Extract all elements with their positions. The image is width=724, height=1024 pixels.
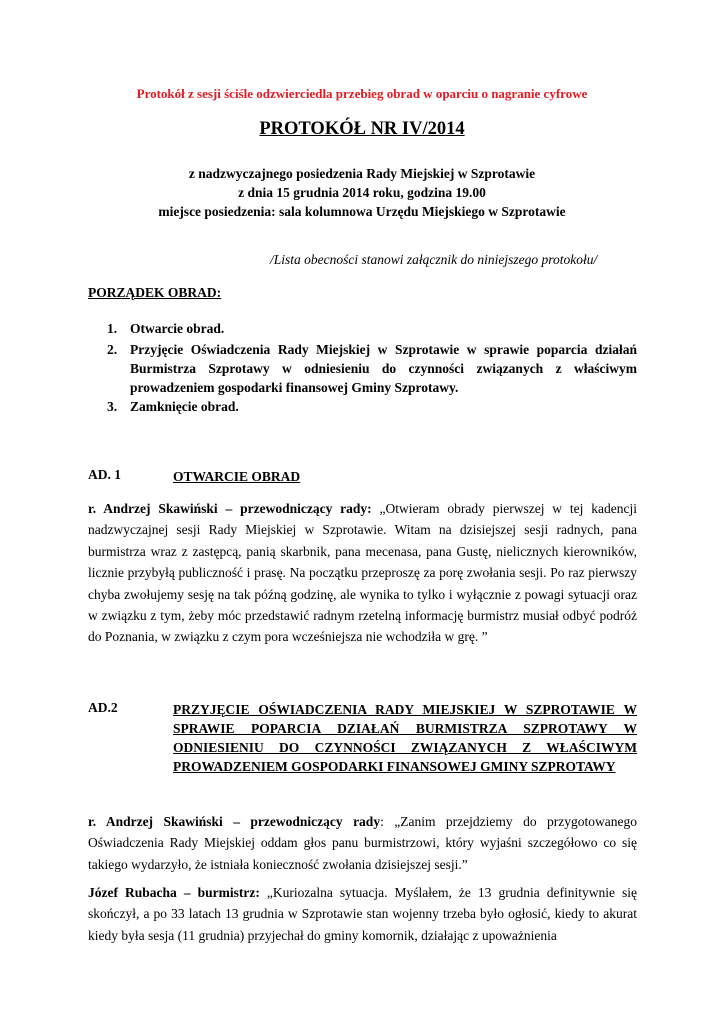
agenda-item-number: 2. [107, 342, 118, 357]
agenda-item-number: 3. [107, 399, 118, 414]
speech-text: „Otwieram obrady pierwszej w tej kadencji nadzwyczajnej sesji Rady Miejskiej w Szprotawie. Witam na dzisiejszej sesji radnych, pana burmistrza wraz z zastępcą, panią skarbnik, pana mecenasa, pana Gustę, nielicznych kierowników, licznie przybyłą publiczność i prasę. Na początku przeproszę za porę zwołania sesji. Po raz pierwszy chyba zwołujemy sesję na tak późną godzinę, ale wynika to tylko i wyłącznie z powagi sytuacji oraz w związku z tym, żeby móc przedstawić radnym rzetelną informację burmistrz musiał odbyć podróż do Poznania, w związku z czym pora wcześniejsza nie wchodziła w grę. ” [88, 501, 637, 645]
agenda-item-number: 1. [107, 321, 118, 336]
section-number: AD. 1 [88, 467, 121, 482]
speech-text: „Kuriozalna sytuacja. Myślałem, że 13 grudnia definitywnie się skończył, a po 33 latach 13 grudnia w Szprotawie stan wojenny trzeba było ogłosić, kiedy to akurat kiedy była sesja (11 grudnia) przyjechał do gminy komornik, działając z upoważnienia [88, 885, 638, 943]
section-title: OTWARCIE OBRAD [173, 469, 301, 484]
section-title: PRZYJĘCIE OŚWIADCZENIA RADY MIEJSKIEJ W SZPROTAWIE W SPRAWIE POPARCIA DZIAŁAŃ BURMISTRZA SZPROTAWY W ODNIESIENIU DO CZYNNOŚCI ZWIĄZANYCH Z WŁAŚCIWYM PROWADZENIEM GOSPODARKI FINANSOWEJ GMINY SZPROTAWY [173, 702, 637, 774]
agenda-item-text: Otwarcie obrad. [130, 321, 225, 336]
agenda-item [107, 340, 637, 397]
agenda-item-text: Przyjęcie Oświadczenia Rady Miejskiej w Szprotawie w sprawie poparcia działań Burmistrza Szprotawy w odniesieniu do czynności związanych z właściwym prowadzeniem gospodarki finansowej Gminy Szprotawy. [130, 342, 637, 395]
speaker-paragraph [88, 498, 637, 648]
agenda-item [107, 397, 637, 416]
section-number: AD.2 [88, 700, 118, 715]
agenda-item-text: Zamknięcie obrad. [130, 399, 239, 414]
session-info [0, 164, 724, 221]
session-info-line: miejsce posiedzenia: sala kolumnowa Urzędu Miejskiego w Szprotawie [158, 204, 566, 219]
speech-text: : „Zanim przejdziemy do przygotowanego Oświadczenia Rady Miejskiej oddam głos panu burmistrzowi, który wyjaśni szczegółowo co się takiego wydarzyło, że istniała konieczność zwołania dzisiejszej sesji.” [88, 814, 637, 872]
speaker-paragraph [88, 811, 637, 875]
speaker-name: r. Andrzej Skawiński – przewodniczący rady [88, 814, 381, 829]
document-title: PROTOKÓŁ NR IV/2014 [259, 119, 465, 139]
attendance-note: /Lista obecności stanowi załącznik do niniejszego protokołu/ [270, 252, 598, 267]
speaker-name: r. Andrzej Skawiński – przewodniczący rady: [88, 501, 372, 516]
agenda-heading: PORZĄDEK OBRAD: [88, 285, 222, 300]
agenda-item [107, 319, 637, 338]
session-info-line: z dnia 15 grudnia 2014 roku, godzina 19.00 [238, 185, 486, 200]
agenda-list [107, 319, 637, 416]
recording-notice: Protokół z sesji ściśle odzwierciedla przebieg obrad w oparciu o nagranie cyfrowe [136, 86, 588, 101]
session-info-line: z nadzwyczajnego posiedzenia Rady Miejskiej w Szprotawie [188, 166, 536, 181]
speaker-paragraph [88, 882, 637, 946]
speaker-name: Józef Rubacha – burmistrz: [88, 885, 260, 900]
